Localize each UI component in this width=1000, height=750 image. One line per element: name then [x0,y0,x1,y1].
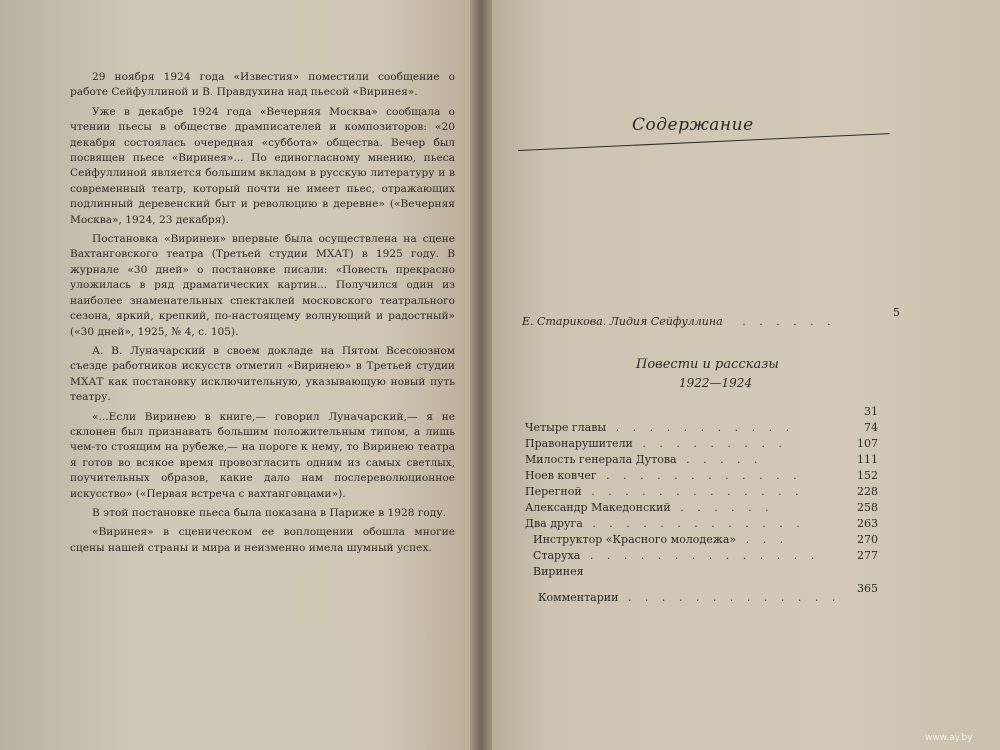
toc-entry [525,469,802,482]
toc-entry-title: Правонарушители [525,437,633,450]
toc-entry-page: 270 [857,533,878,546]
toc-entry-dots: . . . . . . . . . . . . . [591,485,804,498]
toc-entry-page: 258 [857,501,878,514]
author-entry-label: Е. Старикова. Лидия Сейфуллина [522,315,723,328]
paragraph-2: Уже в декабре 1924 года «Вечерняя Москва» сообщала о чтении пьесы в обществе драмписателей и композиторов: «20 декабря состоялась очередная «суббота» общества. Вечер был посвящен пьесе «Виринея»... По единогласному мнению, пьеса Сейфуллиной является большим вкладом в русскую литературу и в современный театр, который почти не имеет пьес, отражающих подлинный деревенский быт и революцию в деревне» («Вечерняя Москва», 1924, 23 декабря). [70,105,455,226]
section-years: 1922—1924 [679,376,753,390]
toc-entry [525,485,804,498]
toc-entry-title: Четыре главы [525,421,607,434]
toc-entry [533,565,584,578]
toc-entry-page: 277 [857,549,878,562]
toc-entry-dots: . . . [745,533,789,546]
toc-entry-title: Инструктор «Красного молодежа» [533,533,737,546]
toc-entry-dots: . . . . . [686,453,763,466]
toc-entry-title: Ноев ковчег [525,469,597,482]
toc-entry-page: 263 [857,517,878,530]
toc-entry-title: Старуха [533,549,581,562]
toc-entry [525,437,787,450]
toc-entry-title: Перегной [525,485,582,498]
site-watermark: www.ay.by [925,733,973,743]
toc-entry [525,517,805,530]
section-first-page: 31 [864,405,878,418]
toc-entry [525,501,774,514]
comments-entry-dots: . . . . . . . . . . . . . [627,591,841,604]
toc-entry [533,533,788,546]
toc-entry-title: Александр Македонский [525,501,671,514]
section-title: Повести и рассказы [636,357,779,372]
author-entry-dots: . . . . . . [742,315,836,328]
toc-entry [533,549,819,562]
paragraph-6: В этой постановке пьеса была показана в Париже в 1928 году. [92,506,446,519]
toc-entry [525,421,794,434]
paragraph-5: «...Если Виринею в книге,— говорил Луначарский,— я не склонен был признавать большим положительным типом, а лишь чем-то стоящим на рубеже,— на пороге к нему, то Виринею театра я готов во всякое время провозгласить одним из самых светлых, поучительных образов, какие дало нам послереволюционное искусство» («Первая встреча с вахтанговцами»). [70,410,455,500]
toc-entry-page: 74 [864,421,878,434]
right-page [488,0,1000,750]
comments-entry-page: 365 [857,582,878,595]
paragraph-7: «Виринея» в сценическом ее воплощении обошла многие сцены нашей страны и мира и неизменно имела шумный успех. [70,526,455,554]
toc-entry-dots: . . . . . . . . . . . . . . [589,549,820,562]
toc-entry-title: Милость генерала Дутова [525,453,677,466]
paragraph-3: Постановка «Виринеи» впервые была осуществлена на сцене Вахтанговского театра (Третьей студии МХАТ) в 1925 году. В журнале «30 дней» о постановке писали: «Повесть прекрасно уложилась в ряд драматических картин... Получился один из наиболее знаменательных спектаклей московского театрального сезона, яркий, крепкий, по-настоящему волнующий и радостный» («30 дней», 1925, № 4, с. 105). [70,233,455,338]
toc-author-entry [522,315,836,328]
paragraph-4: А. В. Луначарский в своем докладе на Пятом Всесоюзном съезде работников искусств отметил «Виринею» в Третьей студии МХАТ как постановку исключительную, указывающую новый путь театру. [70,344,455,404]
toc-entry-dots: . . . . . . . . . [642,437,787,450]
author-entry-page: 5 [893,306,900,319]
toc-entry-page: 152 [857,469,878,482]
toc-entry-title: Два друга [525,517,583,530]
toc-entry-page: 228 [857,485,878,498]
paragraph-1: 29 ноября 1924 года «Известия» поместили сообщение о работе Сейфуллиной и В. Правдухина над пьесой «Виринея». [70,71,455,99]
toc-entry-page: 107 [857,437,878,450]
toc-entry [525,453,763,466]
toc-title: Содержание [632,115,754,135]
toc-comments-entry [538,591,840,604]
comments-entry-label: Комментарии [538,591,619,604]
toc-entry-dots: . . . . . . . . . . . [615,421,795,434]
book-spine-gutter [470,0,492,750]
left-page-text [70,70,455,560]
toc-entry-title: Виринея [533,565,584,578]
toc-entry-dots: . . . . . . . . . . . . . [592,517,805,530]
toc-entry-page: 111 [857,453,878,466]
toc-entry-dots: . . . . . . [680,501,774,514]
toc-entry-dots: . . . . . . . . . . . . [606,469,802,482]
